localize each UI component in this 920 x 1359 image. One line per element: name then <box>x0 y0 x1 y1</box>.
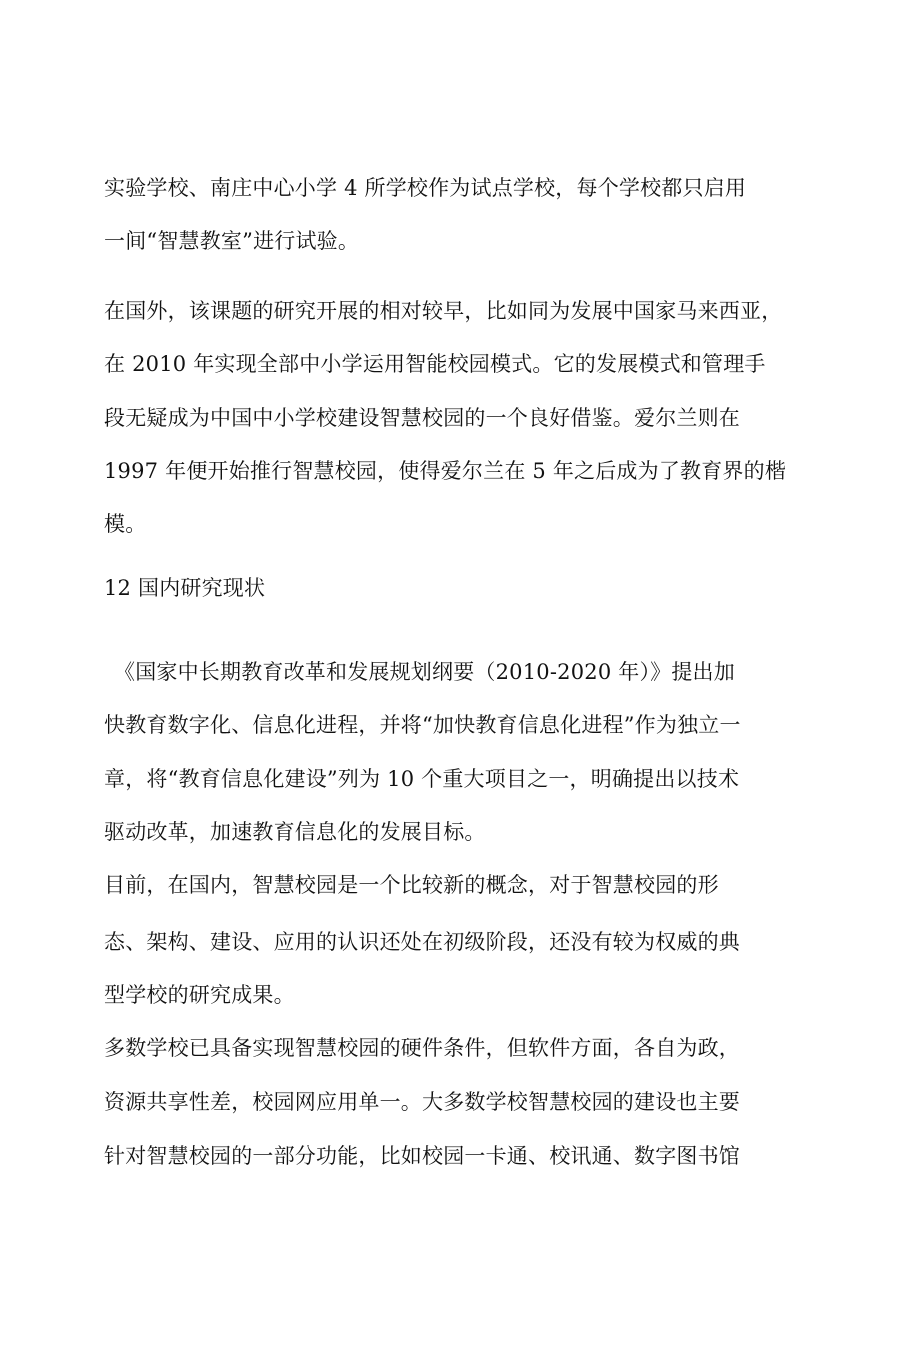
para3-line-4: 驱动改革，加速教育信息化的发展目标。 <box>104 820 486 844</box>
para5-line-1: 多数学校已具备实现智慧校园的硬件条件，但软件方面，各自为政， <box>104 1036 740 1060</box>
para1-line-1: 实验学校、南庄中心小学 4 所学校作为试点学校，每个学校都只启用 <box>104 176 747 200</box>
para3-line-2: 快教育数字化、信息化进程，并将“加快教育信息化进程”作为独立一 <box>104 713 741 737</box>
para5-line-3: 针对智慧校园的一部分功能，比如校园一卡通、校讯通、数字图书馆 <box>104 1144 740 1168</box>
section-heading: 12 国内研究现状 <box>104 576 266 600</box>
para4-line-3: 型学校的研究成果。 <box>104 983 295 1007</box>
para4-line-2: 态、架构、建设、应用的认识还处在初级阶段，还没有较为权威的典 <box>104 930 740 954</box>
para2-line-2: 在 2010 年实现全部中小学运用智能校园模式。它的发展模式和管理手 <box>104 352 766 376</box>
para1-line-2: 一间“智慧教室”进行试验。 <box>104 229 360 253</box>
para2-line-3: 段无疑成为中国中小学校建设智慧校园的一个良好借鉴。爱尔兰则在 <box>104 406 740 430</box>
para3-line-3: 章，将“教育信息化建设”列为 10 个重大项目之一，明确提出以技术 <box>104 767 740 791</box>
para4-line-1: 目前，在国内，智慧校园是一个比较新的概念，对于智慧校园的形 <box>104 873 719 897</box>
para3-line-1: 《国家中长期教育改革和发展规划纲要（2010-2020 年）》提出加 <box>114 660 735 684</box>
para2-line-1: 在国外，该课题的研究开展的相对较早，比如同为发展中国家马来西亚， <box>104 299 783 323</box>
para2-line-5: 模。 <box>104 512 147 536</box>
para5-line-2: 资源共享性差，校园网应用单一。大多数学校智慧校园的建设也主要 <box>104 1090 740 1114</box>
para2-line-4: 1997 年便开始推行智慧校园，使得爱尔兰在 5 年之后成为了教育界的楷 <box>104 459 787 483</box>
